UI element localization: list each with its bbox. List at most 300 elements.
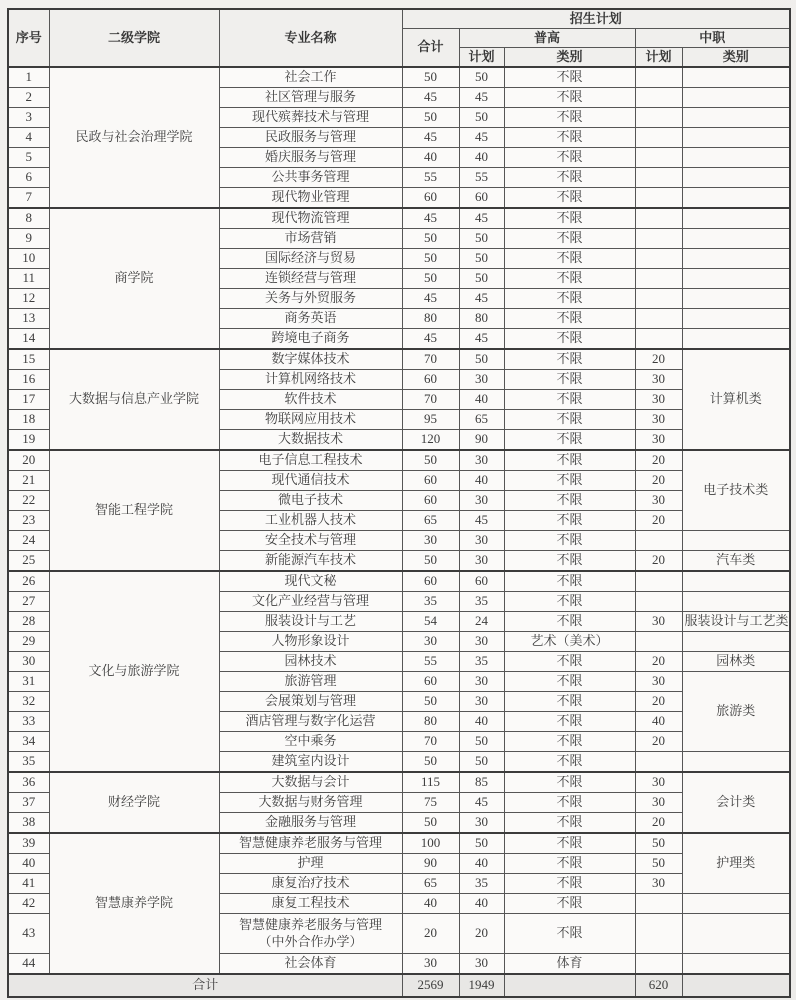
zhongzhi-plan-cell (635, 88, 682, 108)
zhongzhi-category-cell: 护理类 (682, 833, 790, 894)
pugao-category-cell: 不限 (504, 511, 635, 531)
pugao-plan-cell: 30 (459, 813, 504, 834)
major-cell: 微电子技术 (219, 491, 402, 511)
pugao-plan-cell: 50 (459, 349, 504, 370)
pugao-category-cell: 不限 (504, 612, 635, 632)
row-number-cell: 6 (8, 168, 49, 188)
header-college: 二级学院 (49, 9, 219, 67)
total-cell: 45 (402, 289, 459, 309)
zhongzhi-category-cell: 园林类 (682, 652, 790, 672)
major-cell: 智慧健康养老服务与管理 (219, 833, 402, 854)
major-cell: 物联网应用技术 (219, 410, 402, 430)
total-cell: 60 (402, 471, 459, 491)
pugao-plan-cell: 50 (459, 108, 504, 128)
major-cell: 电子信息工程技术 (219, 450, 402, 471)
row-number-cell: 25 (8, 551, 49, 572)
total-cell: 60 (402, 491, 459, 511)
major-cell: 新能源汽车技术 (219, 551, 402, 572)
zhongzhi-plan-cell (635, 269, 682, 289)
pugao-plan-cell: 50 (459, 67, 504, 88)
pugao-plan-cell: 20 (459, 914, 504, 954)
major-cell: 智慧健康养老服务与管理 （中外合作办学） (219, 914, 402, 954)
zhongzhi-category-cell (682, 128, 790, 148)
pugao-category-cell: 不限 (504, 430, 635, 451)
college-cell: 商学院 (49, 208, 219, 349)
pugao-category-cell: 不限 (504, 854, 635, 874)
pugao-category-cell: 不限 (504, 491, 635, 511)
total-cell: 50 (402, 249, 459, 269)
zhongzhi-plan-cell: 20 (635, 471, 682, 491)
zhongzhi-category-cell (682, 148, 790, 168)
header-vocational-plan: 计划 (635, 48, 682, 68)
pugao-category-cell: 不限 (504, 108, 635, 128)
table-body (8, 67, 790, 974)
major-cell: 大数据技术 (219, 430, 402, 451)
zhongzhi-plan-cell (635, 229, 682, 249)
pugao-plan-cell: 60 (459, 188, 504, 209)
pugao-plan-cell: 45 (459, 793, 504, 813)
row-number-cell: 2 (8, 88, 49, 108)
zhongzhi-plan-cell: 50 (635, 854, 682, 874)
zhongzhi-category-cell (682, 67, 790, 88)
pugao-plan-cell: 40 (459, 854, 504, 874)
header-major-name: 专业名称 (219, 9, 402, 67)
pugao-category-cell: 不限 (504, 732, 635, 752)
pugao-category-cell: 不限 (504, 269, 635, 289)
pugao-plan-cell: 30 (459, 632, 504, 652)
major-cell: 婚庆服务与管理 (219, 148, 402, 168)
zhongzhi-category-cell (682, 632, 790, 652)
total-cell: 50 (402, 551, 459, 572)
pugao-plan-cell: 35 (459, 652, 504, 672)
major-cell: 社会体育 (219, 954, 402, 975)
pugao-plan-cell: 90 (459, 430, 504, 451)
row-number-cell: 21 (8, 471, 49, 491)
total-cell: 50 (402, 229, 459, 249)
major-cell: 会展策划与管理 (219, 692, 402, 712)
zhongzhi-plan-cell (635, 67, 682, 88)
pugao-category-cell: 不限 (504, 551, 635, 572)
total-cell: 50 (402, 450, 459, 471)
zhongzhi-category-cell (682, 249, 790, 269)
pugao-plan-cell: 65 (459, 410, 504, 430)
major-cell: 现代物业管理 (219, 188, 402, 209)
pugao-category-cell: 不限 (504, 914, 635, 954)
pugao-plan-cell: 40 (459, 712, 504, 732)
pugao-plan-cell: 35 (459, 874, 504, 894)
total-cell: 60 (402, 571, 459, 592)
pugao-category-cell: 不限 (504, 208, 635, 229)
total-cell: 60 (402, 672, 459, 692)
total-cell: 60 (402, 188, 459, 209)
row-number-cell: 34 (8, 732, 49, 752)
major-cell: 跨境电子商务 (219, 329, 402, 350)
pugao-plan-cell: 30 (459, 692, 504, 712)
total-cell: 115 (402, 772, 459, 793)
zhongzhi-plan-cell: 20 (635, 692, 682, 712)
zhongzhi-category-cell (682, 752, 790, 773)
row-number-cell: 18 (8, 410, 49, 430)
college-cell: 智能工程学院 (49, 450, 219, 571)
zhongzhi-category-cell (682, 269, 790, 289)
zhongzhi-plan-cell (635, 188, 682, 209)
pugao-category-cell: 不限 (504, 752, 635, 773)
pugao-plan-cell: 24 (459, 612, 504, 632)
total-cell: 30 (402, 531, 459, 551)
total-cell: 60 (402, 370, 459, 390)
pugao-category-cell: 不限 (504, 772, 635, 793)
pugao-category-cell: 不限 (504, 793, 635, 813)
zhongzhi-plan-cell (635, 128, 682, 148)
zhongzhi-plan-cell: 20 (635, 450, 682, 471)
pugao-plan-cell: 45 (459, 128, 504, 148)
total-cell: 70 (402, 732, 459, 752)
zhongzhi-plan-cell (635, 914, 682, 954)
pugao-plan-cell: 30 (459, 491, 504, 511)
pugao-category-cell: 不限 (504, 652, 635, 672)
college-cell: 财经学院 (49, 772, 219, 833)
total-cell: 70 (402, 390, 459, 410)
row-number-cell: 33 (8, 712, 49, 732)
pugao-plan-cell: 80 (459, 309, 504, 329)
major-cell: 园林技术 (219, 652, 402, 672)
row-number-cell: 27 (8, 592, 49, 612)
header-regular-high: 普高 (459, 29, 635, 48)
pugao-plan-cell: 55 (459, 168, 504, 188)
regular-high-total-cell: 1949 (459, 974, 504, 997)
total-cell: 100 (402, 833, 459, 854)
zhongzhi-plan-cell: 30 (635, 793, 682, 813)
table-row (8, 67, 790, 88)
major-cell: 旅游管理 (219, 672, 402, 692)
pugao-category-cell: 不限 (504, 894, 635, 914)
row-number-cell: 26 (8, 571, 49, 592)
total-cell: 45 (402, 128, 459, 148)
zhongzhi-plan-cell: 20 (635, 349, 682, 370)
zhongzhi-plan-cell (635, 531, 682, 551)
major-cell: 空中乘务 (219, 732, 402, 752)
zhongzhi-plan-cell: 30 (635, 491, 682, 511)
pugao-category-cell: 不限 (504, 813, 635, 834)
pugao-category-cell: 不限 (504, 249, 635, 269)
table-footer (8, 974, 790, 997)
row-number-cell: 11 (8, 269, 49, 289)
row-number-cell: 40 (8, 854, 49, 874)
major-cell: 文化产业经营与管理 (219, 592, 402, 612)
zhongzhi-plan-cell: 20 (635, 813, 682, 834)
total-cell: 55 (402, 168, 459, 188)
major-cell: 大数据与会计 (219, 772, 402, 793)
row-number-cell: 23 (8, 511, 49, 531)
row-number-cell: 14 (8, 329, 49, 350)
major-cell: 民政服务与管理 (219, 128, 402, 148)
zhongzhi-plan-cell: 20 (635, 511, 682, 531)
zhongzhi-plan-cell (635, 632, 682, 652)
pugao-category-cell: 不限 (504, 148, 635, 168)
pugao-plan-cell: 50 (459, 732, 504, 752)
major-cell: 建筑室内设计 (219, 752, 402, 773)
total-cell: 75 (402, 793, 459, 813)
row-number-cell: 22 (8, 491, 49, 511)
total-cell: 35 (402, 592, 459, 612)
total-cell: 45 (402, 208, 459, 229)
total-cell: 50 (402, 269, 459, 289)
zhongzhi-category-cell: 计算机类 (682, 349, 790, 450)
zhongzhi-category-cell: 旅游类 (682, 672, 790, 752)
total-cell: 95 (402, 410, 459, 430)
total-cell: 80 (402, 309, 459, 329)
row-number-cell: 19 (8, 430, 49, 451)
pugao-plan-cell: 45 (459, 511, 504, 531)
table-row (8, 208, 790, 229)
total-cell: 65 (402, 511, 459, 531)
total-cell: 80 (402, 712, 459, 732)
total-cell: 50 (402, 752, 459, 773)
pugao-plan-cell: 30 (459, 672, 504, 692)
major-cell: 计算机网络技术 (219, 370, 402, 390)
zhongzhi-plan-cell: 20 (635, 732, 682, 752)
major-cell: 社区管理与服务 (219, 88, 402, 108)
total-cell: 50 (402, 813, 459, 834)
pugao-plan-cell: 60 (459, 571, 504, 592)
grand-total-cell: 2569 (402, 974, 459, 997)
pugao-plan-cell: 85 (459, 772, 504, 793)
zhongzhi-category-cell: 汽车类 (682, 551, 790, 572)
zhongzhi-category-cell (682, 88, 790, 108)
major-cell: 大数据与财务管理 (219, 793, 402, 813)
regular-high-category-footer-cell (504, 974, 635, 997)
total-cell: 40 (402, 894, 459, 914)
total-cell: 50 (402, 108, 459, 128)
row-number-cell: 16 (8, 370, 49, 390)
college-cell: 民政与社会治理学院 (49, 67, 219, 208)
zhongzhi-plan-cell (635, 329, 682, 350)
major-cell: 安全技术与管理 (219, 531, 402, 551)
table-row (8, 571, 790, 592)
table-row (8, 450, 790, 471)
pugao-plan-cell: 30 (459, 551, 504, 572)
total-cell: 45 (402, 88, 459, 108)
row-number-cell: 30 (8, 652, 49, 672)
table-header (8, 9, 790, 67)
zhongzhi-category-cell (682, 108, 790, 128)
total-cell: 45 (402, 329, 459, 350)
zhongzhi-plan-cell: 30 (635, 410, 682, 430)
header-row-1 (8, 9, 790, 29)
pugao-plan-cell: 45 (459, 208, 504, 229)
table-row (8, 833, 790, 854)
zhongzhi-plan-cell (635, 954, 682, 975)
row-number-cell: 5 (8, 148, 49, 168)
major-cell: 人物形象设计 (219, 632, 402, 652)
pugao-category-cell: 不限 (504, 692, 635, 712)
total-cell: 55 (402, 652, 459, 672)
row-number-cell: 31 (8, 672, 49, 692)
zhongzhi-plan-cell: 20 (635, 551, 682, 572)
row-number-cell: 43 (8, 914, 49, 954)
row-number-cell: 7 (8, 188, 49, 209)
pugao-category-cell: 不限 (504, 531, 635, 551)
major-cell: 康复治疗技术 (219, 874, 402, 894)
pugao-plan-cell: 50 (459, 833, 504, 854)
zhongzhi-plan-cell (635, 289, 682, 309)
pugao-category-cell: 不限 (504, 450, 635, 471)
pugao-category-cell: 不限 (504, 188, 635, 209)
zhongzhi-category-cell (682, 894, 790, 914)
total-cell: 50 (402, 692, 459, 712)
zhongzhi-plan-cell (635, 108, 682, 128)
zhongzhi-plan-cell: 30 (635, 672, 682, 692)
zhongzhi-category-cell: 电子技术类 (682, 450, 790, 531)
table-row (8, 349, 790, 370)
zhongzhi-plan-cell (635, 592, 682, 612)
pugao-plan-cell: 40 (459, 471, 504, 491)
zhongzhi-category-cell: 服装设计与工艺类 (682, 612, 790, 632)
row-number-cell: 15 (8, 349, 49, 370)
row-number-cell: 36 (8, 772, 49, 793)
zhongzhi-category-cell (682, 188, 790, 209)
major-cell: 现代文秘 (219, 571, 402, 592)
row-number-cell: 41 (8, 874, 49, 894)
zhongzhi-plan-cell (635, 894, 682, 914)
row-number-cell: 4 (8, 128, 49, 148)
pugao-plan-cell: 50 (459, 249, 504, 269)
zhongzhi-category-cell: 会计类 (682, 772, 790, 833)
row-number-cell: 37 (8, 793, 49, 813)
zhongzhi-plan-cell (635, 208, 682, 229)
major-cell: 现代殡葬技术与管理 (219, 108, 402, 128)
row-number-cell: 38 (8, 813, 49, 834)
zhongzhi-category-cell (682, 592, 790, 612)
row-number-cell: 17 (8, 390, 49, 410)
zhongzhi-plan-cell (635, 148, 682, 168)
zhongzhi-category-cell (682, 289, 790, 309)
college-cell: 文化与旅游学院 (49, 571, 219, 772)
zhongzhi-plan-cell: 30 (635, 430, 682, 451)
row-number-cell: 28 (8, 612, 49, 632)
zhongzhi-plan-cell: 40 (635, 712, 682, 732)
pugao-plan-cell: 30 (459, 370, 504, 390)
total-cell: 65 (402, 874, 459, 894)
pugao-category-cell: 不限 (504, 390, 635, 410)
zhongzhi-plan-cell (635, 571, 682, 592)
total-cell: 40 (402, 148, 459, 168)
major-cell: 软件技术 (219, 390, 402, 410)
row-number-cell: 10 (8, 249, 49, 269)
header-enrollment-plan: 招生计划 (402, 9, 790, 29)
major-cell: 国际经济与贸易 (219, 249, 402, 269)
pugao-category-cell: 不限 (504, 128, 635, 148)
zhongzhi-category-cell (682, 571, 790, 592)
row-number-cell: 39 (8, 833, 49, 854)
zhongzhi-plan-cell: 30 (635, 772, 682, 793)
row-number-cell: 44 (8, 954, 49, 975)
zhongzhi-plan-cell (635, 309, 682, 329)
row-number-cell: 12 (8, 289, 49, 309)
total-cell: 30 (402, 632, 459, 652)
total-row-label: 合计 (8, 974, 402, 997)
pugao-plan-cell: 30 (459, 450, 504, 471)
zhongzhi-plan-cell: 20 (635, 652, 682, 672)
pugao-category-cell: 不限 (504, 329, 635, 350)
zhongzhi-category-cell (682, 954, 790, 975)
pugao-category-cell: 不限 (504, 471, 635, 491)
pugao-category-cell: 不限 (504, 349, 635, 370)
total-cell: 120 (402, 430, 459, 451)
pugao-category-cell: 体育 (504, 954, 635, 975)
pugao-category-cell: 艺术（美术） (504, 632, 635, 652)
pugao-plan-cell: 45 (459, 289, 504, 309)
pugao-plan-cell: 30 (459, 954, 504, 975)
row-number-cell: 9 (8, 229, 49, 249)
header-vocational: 中职 (635, 29, 790, 48)
pugao-category-cell: 不限 (504, 833, 635, 854)
pugao-plan-cell: 45 (459, 88, 504, 108)
major-cell: 市场营销 (219, 229, 402, 249)
college-cell: 智慧康养学院 (49, 833, 219, 974)
pugao-plan-cell: 45 (459, 329, 504, 350)
total-cell: 70 (402, 349, 459, 370)
pugao-category-cell: 不限 (504, 289, 635, 309)
enrollment-plan-table (7, 8, 791, 998)
vocational-total-cell: 620 (635, 974, 682, 997)
pugao-plan-cell: 30 (459, 531, 504, 551)
major-cell: 护理 (219, 854, 402, 874)
major-cell: 社会工作 (219, 67, 402, 88)
zhongzhi-plan-cell: 50 (635, 833, 682, 854)
major-cell: 现代物流管理 (219, 208, 402, 229)
pugao-category-cell: 不限 (504, 410, 635, 430)
pugao-category-cell: 不限 (504, 571, 635, 592)
pugao-category-cell: 不限 (504, 592, 635, 612)
zhongzhi-category-cell (682, 309, 790, 329)
zhongzhi-plan-cell: 30 (635, 370, 682, 390)
pugao-plan-cell: 40 (459, 148, 504, 168)
zhongzhi-plan-cell (635, 752, 682, 773)
row-number-cell: 8 (8, 208, 49, 229)
major-cell: 公共事务管理 (219, 168, 402, 188)
major-cell: 康复工程技术 (219, 894, 402, 914)
row-number-cell: 24 (8, 531, 49, 551)
header-regular-high-category: 类别 (504, 48, 635, 68)
pugao-category-cell: 不限 (504, 309, 635, 329)
pugao-plan-cell: 35 (459, 592, 504, 612)
row-number-cell: 1 (8, 67, 49, 88)
pugao-plan-cell: 40 (459, 894, 504, 914)
major-cell: 工业机器人技术 (219, 511, 402, 531)
zhongzhi-category-cell (682, 329, 790, 350)
zhongzhi-category-cell (682, 208, 790, 229)
pugao-plan-cell: 50 (459, 229, 504, 249)
row-number-cell: 35 (8, 752, 49, 773)
college-cell: 大数据与信息产业学院 (49, 349, 219, 450)
header-vocational-category: 类别 (682, 48, 790, 68)
zhongzhi-plan-cell: 30 (635, 874, 682, 894)
pugao-category-cell: 不限 (504, 712, 635, 732)
pugao-plan-cell: 40 (459, 390, 504, 410)
row-number-cell: 3 (8, 108, 49, 128)
pugao-category-cell: 不限 (504, 229, 635, 249)
major-cell: 连锁经营与管理 (219, 269, 402, 289)
pugao-plan-cell: 50 (459, 269, 504, 289)
row-number-cell: 29 (8, 632, 49, 652)
total-cell: 54 (402, 612, 459, 632)
zhongzhi-plan-cell: 30 (635, 612, 682, 632)
pugao-category-cell: 不限 (504, 67, 635, 88)
total-row (8, 974, 790, 997)
header-total: 合计 (402, 29, 459, 68)
total-cell: 20 (402, 914, 459, 954)
